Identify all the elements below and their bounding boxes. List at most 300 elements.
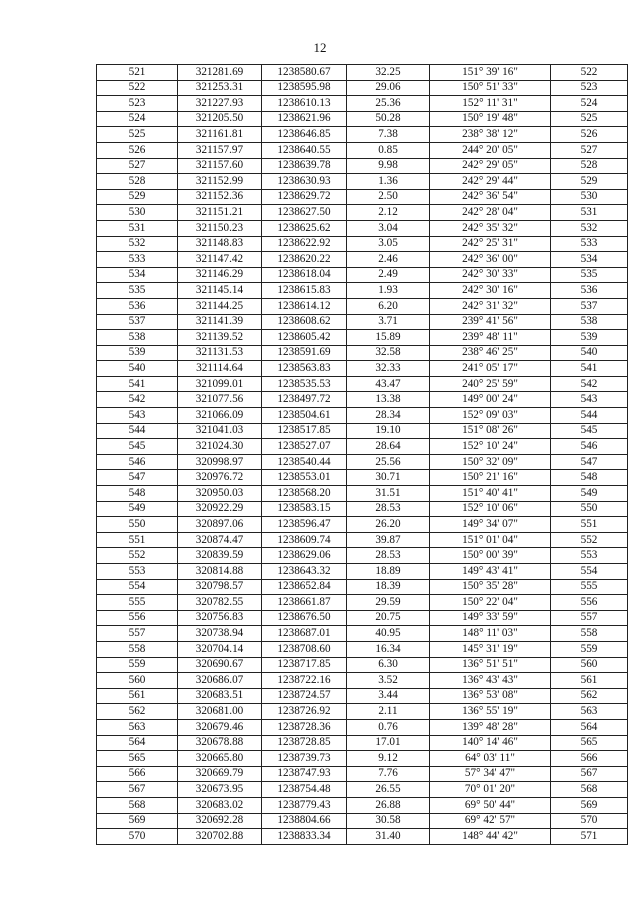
point-number-cell: 562 <box>97 704 178 720</box>
next-point-number-cell: 550 <box>551 501 628 517</box>
next-point-number-cell: 528 <box>551 158 628 174</box>
distance-cell: 28.34 <box>347 408 430 424</box>
x-coordinate-cell: 321147.42 <box>178 252 262 268</box>
y-coordinate-cell: 1238724.57 <box>262 688 347 704</box>
table-row <box>97 392 628 408</box>
bearing-cell: 152° 09' 03" <box>430 408 551 424</box>
distance-cell: 28.53 <box>347 548 430 564</box>
bearing-cell: 241° 05' 17" <box>430 361 551 377</box>
bearing-cell: 242° 25' 31" <box>430 236 551 252</box>
next-point-number-cell: 566 <box>551 751 628 767</box>
y-coordinate-cell: 1238804.66 <box>262 813 347 829</box>
table-row <box>97 626 628 642</box>
bearing-cell: 242° 29' 44" <box>430 174 551 190</box>
bearing-cell: 150° 35' 28" <box>430 579 551 595</box>
bearing-cell: 240° 25' 59" <box>430 376 551 392</box>
distance-cell: 2.46 <box>347 252 430 268</box>
table-row <box>97 517 628 533</box>
bearing-cell: 70° 01' 20" <box>430 782 551 798</box>
distance-cell: 25.56 <box>347 454 430 470</box>
x-coordinate-cell: 321066.09 <box>178 408 262 424</box>
table-row <box>97 532 628 548</box>
bearing-cell: 149° 34' 07" <box>430 517 551 533</box>
table-row <box>97 813 628 829</box>
y-coordinate-cell: 1238726.92 <box>262 704 347 720</box>
bearing-cell: 69° 42' 57" <box>430 813 551 829</box>
point-number-cell: 542 <box>97 392 178 408</box>
next-point-number-cell: 540 <box>551 345 628 361</box>
table-row <box>97 454 628 470</box>
x-coordinate-cell: 320679.46 <box>178 719 262 735</box>
bearing-cell: 69° 50' 44" <box>430 797 551 813</box>
y-coordinate-cell: 1238754.48 <box>262 782 347 798</box>
distance-cell: 2.12 <box>347 205 430 221</box>
x-coordinate-cell: 320874.47 <box>178 532 262 548</box>
table-row <box>97 719 628 735</box>
distance-cell: 0.85 <box>347 142 430 158</box>
bearing-cell: 150° 00' 39" <box>430 548 551 564</box>
table-row <box>97 236 628 252</box>
table-row <box>97 283 628 299</box>
x-coordinate-cell: 321114.64 <box>178 361 262 377</box>
point-number-cell: 535 <box>97 283 178 299</box>
x-coordinate-cell: 321141.39 <box>178 314 262 330</box>
distance-cell: 26.55 <box>347 782 430 798</box>
table-row <box>97 205 628 221</box>
x-coordinate-cell: 321099.01 <box>178 376 262 392</box>
bearing-cell: 149° 00' 24" <box>430 392 551 408</box>
next-point-number-cell: 558 <box>551 626 628 642</box>
distance-cell: 7.38 <box>347 127 430 143</box>
distance-cell: 18.39 <box>347 579 430 595</box>
bearing-cell: 150° 21' 16" <box>430 470 551 486</box>
next-point-number-cell: 527 <box>551 142 628 158</box>
table-row <box>97 501 628 517</box>
y-coordinate-cell: 1238618.04 <box>262 267 347 283</box>
bearing-cell: 238° 46' 25" <box>430 345 551 361</box>
table-row <box>97 376 628 392</box>
table-row <box>97 127 628 143</box>
x-coordinate-cell: 320814.88 <box>178 564 262 580</box>
point-number-cell: 549 <box>97 501 178 517</box>
table-row <box>97 189 628 205</box>
table-row <box>97 361 628 377</box>
point-number-cell: 563 <box>97 719 178 735</box>
y-coordinate-cell: 1238610.13 <box>262 96 347 112</box>
next-point-number-cell: 556 <box>551 595 628 611</box>
y-coordinate-cell: 1238497.72 <box>262 392 347 408</box>
x-coordinate-cell: 320692.28 <box>178 813 262 829</box>
bearing-cell: 149° 43' 41" <box>430 564 551 580</box>
bearing-cell: 242° 29' 05" <box>430 158 551 174</box>
distance-cell: 32.33 <box>347 361 430 377</box>
next-point-number-cell: 542 <box>551 376 628 392</box>
distance-cell: 9.98 <box>347 158 430 174</box>
bearing-cell: 150° 19' 48" <box>430 111 551 127</box>
next-point-number-cell: 560 <box>551 657 628 673</box>
y-coordinate-cell: 1238609.74 <box>262 532 347 548</box>
y-coordinate-cell: 1238676.50 <box>262 610 347 626</box>
y-coordinate-cell: 1238687.01 <box>262 626 347 642</box>
next-point-number-cell: 523 <box>551 80 628 96</box>
bearing-cell: 242° 36' 54" <box>430 189 551 205</box>
point-number-cell: 566 <box>97 766 178 782</box>
y-coordinate-cell: 1238580.67 <box>262 65 347 81</box>
bearing-cell: 242° 36' 00" <box>430 252 551 268</box>
table-row <box>97 267 628 283</box>
point-number-cell: 533 <box>97 252 178 268</box>
distance-cell: 3.44 <box>347 688 430 704</box>
table-row <box>97 111 628 127</box>
next-point-number-cell: 551 <box>551 517 628 533</box>
x-coordinate-cell: 321152.36 <box>178 189 262 205</box>
next-point-number-cell: 568 <box>551 782 628 798</box>
distance-cell: 26.88 <box>347 797 430 813</box>
bearing-cell: 242° 30' 33" <box>430 267 551 283</box>
distance-cell: 1.93 <box>347 283 430 299</box>
table-row <box>97 751 628 767</box>
point-number-cell: 531 <box>97 220 178 236</box>
y-coordinate-cell: 1238553.01 <box>262 470 347 486</box>
distance-cell: 2.11 <box>347 704 430 720</box>
x-coordinate-cell: 320683.02 <box>178 797 262 813</box>
bearing-cell: 145° 31' 19" <box>430 641 551 657</box>
point-number-cell: 539 <box>97 345 178 361</box>
distance-cell: 29.06 <box>347 80 430 96</box>
bearing-cell: 136° 55' 19" <box>430 704 551 720</box>
point-number-cell: 528 <box>97 174 178 190</box>
table-row <box>97 688 628 704</box>
point-number-cell: 552 <box>97 548 178 564</box>
bearing-cell: 57° 34' 47" <box>430 766 551 782</box>
next-point-number-cell: 533 <box>551 236 628 252</box>
x-coordinate-cell: 320782.55 <box>178 595 262 611</box>
x-coordinate-cell: 320798.57 <box>178 579 262 595</box>
bearing-cell: 239° 48' 11" <box>430 330 551 346</box>
next-point-number-cell: 564 <box>551 719 628 735</box>
next-point-number-cell: 539 <box>551 330 628 346</box>
y-coordinate-cell: 1238652.84 <box>262 579 347 595</box>
distance-cell: 30.71 <box>347 470 430 486</box>
x-coordinate-cell: 321150.23 <box>178 220 262 236</box>
bearing-cell: 150° 22' 04" <box>430 595 551 611</box>
point-number-cell: 546 <box>97 454 178 470</box>
point-number-cell: 544 <box>97 423 178 439</box>
y-coordinate-cell: 1238640.55 <box>262 142 347 158</box>
next-point-number-cell: 570 <box>551 813 628 829</box>
y-coordinate-cell: 1238614.12 <box>262 298 347 314</box>
point-number-cell: 538 <box>97 330 178 346</box>
x-coordinate-cell: 321145.14 <box>178 283 262 299</box>
distance-cell: 29.59 <box>347 595 430 611</box>
table-row <box>97 158 628 174</box>
distance-cell: 17.01 <box>347 735 430 751</box>
y-coordinate-cell: 1238620.22 <box>262 252 347 268</box>
distance-cell: 30.58 <box>347 813 430 829</box>
point-number-cell: 560 <box>97 673 178 689</box>
next-point-number-cell: 547 <box>551 454 628 470</box>
x-coordinate-cell: 321152.99 <box>178 174 262 190</box>
next-point-number-cell: 555 <box>551 579 628 595</box>
bearing-cell: 239° 41' 56" <box>430 314 551 330</box>
distance-cell: 13.38 <box>347 392 430 408</box>
y-coordinate-cell: 1238728.85 <box>262 735 347 751</box>
bearing-cell: 242° 31' 32" <box>430 298 551 314</box>
table-row <box>97 142 628 158</box>
bearing-cell: 150° 51' 33" <box>430 80 551 96</box>
y-coordinate-cell: 1238629.72 <box>262 189 347 205</box>
y-coordinate-cell: 1238605.42 <box>262 330 347 346</box>
next-point-number-cell: 546 <box>551 439 628 455</box>
distance-cell: 32.25 <box>347 65 430 81</box>
point-number-cell: 561 <box>97 688 178 704</box>
bearing-cell: 150° 32' 09" <box>430 454 551 470</box>
distance-cell: 1.36 <box>347 174 430 190</box>
bearing-cell: 140° 14' 46" <box>430 735 551 751</box>
x-coordinate-cell: 320950.03 <box>178 486 262 502</box>
y-coordinate-cell: 1238622.92 <box>262 236 347 252</box>
point-number-cell: 559 <box>97 657 178 673</box>
next-point-number-cell: 531 <box>551 205 628 221</box>
x-coordinate-cell: 320756.83 <box>178 610 262 626</box>
point-number-cell: 565 <box>97 751 178 767</box>
bearing-cell: 148° 11' 03" <box>430 626 551 642</box>
table-row <box>97 564 628 580</box>
table-row <box>97 657 628 673</box>
next-point-number-cell: 559 <box>551 641 628 657</box>
y-coordinate-cell: 1238639.78 <box>262 158 347 174</box>
x-coordinate-cell: 320673.95 <box>178 782 262 798</box>
y-coordinate-cell: 1238535.53 <box>262 376 347 392</box>
table-row <box>97 735 628 751</box>
distance-cell: 28.64 <box>347 439 430 455</box>
bearing-cell: 151° 39' 16" <box>430 65 551 81</box>
point-number-cell: 551 <box>97 532 178 548</box>
distance-cell: 15.89 <box>347 330 430 346</box>
table-row <box>97 548 628 564</box>
point-number-cell: 541 <box>97 376 178 392</box>
distance-cell: 16.34 <box>347 641 430 657</box>
y-coordinate-cell: 1238615.83 <box>262 283 347 299</box>
y-coordinate-cell: 1238728.36 <box>262 719 347 735</box>
x-coordinate-cell: 321151.21 <box>178 205 262 221</box>
distance-cell: 7.76 <box>347 766 430 782</box>
next-point-number-cell: 571 <box>551 829 628 845</box>
x-coordinate-cell: 321146.29 <box>178 267 262 283</box>
x-coordinate-cell: 320690.67 <box>178 657 262 673</box>
x-coordinate-cell: 320665.80 <box>178 751 262 767</box>
distance-cell: 39.87 <box>347 532 430 548</box>
bearing-cell: 244° 20' 05" <box>430 142 551 158</box>
y-coordinate-cell: 1238627.50 <box>262 205 347 221</box>
y-coordinate-cell: 1238583.15 <box>262 501 347 517</box>
y-coordinate-cell: 1238517.85 <box>262 423 347 439</box>
point-number-cell: 569 <box>97 813 178 829</box>
table-row <box>97 797 628 813</box>
distance-cell: 28.53 <box>347 501 430 517</box>
table-row <box>97 782 628 798</box>
bearing-cell: 152° 10' 24" <box>430 439 551 455</box>
table-row <box>97 579 628 595</box>
x-coordinate-cell: 320681.00 <box>178 704 262 720</box>
next-point-number-cell: 530 <box>551 189 628 205</box>
x-coordinate-cell: 320976.72 <box>178 470 262 486</box>
point-number-cell: 527 <box>97 158 178 174</box>
x-coordinate-cell: 321077.56 <box>178 392 262 408</box>
y-coordinate-cell: 1238739.73 <box>262 751 347 767</box>
next-point-number-cell: 522 <box>551 65 628 81</box>
point-number-cell: 548 <box>97 486 178 502</box>
x-coordinate-cell: 320704.14 <box>178 641 262 657</box>
distance-cell: 3.04 <box>347 220 430 236</box>
table-row <box>97 439 628 455</box>
next-point-number-cell: 557 <box>551 610 628 626</box>
next-point-number-cell: 534 <box>551 252 628 268</box>
next-point-number-cell: 565 <box>551 735 628 751</box>
distance-cell: 50.28 <box>347 111 430 127</box>
y-coordinate-cell: 1238630.93 <box>262 174 347 190</box>
next-point-number-cell: 541 <box>551 361 628 377</box>
table-row <box>97 766 628 782</box>
table-row <box>97 595 628 611</box>
bearing-cell: 136° 43' 43" <box>430 673 551 689</box>
distance-cell: 0.76 <box>347 719 430 735</box>
distance-cell: 3.52 <box>347 673 430 689</box>
y-coordinate-cell: 1238717.85 <box>262 657 347 673</box>
bearing-cell: 151° 08' 26" <box>430 423 551 439</box>
distance-cell: 2.50 <box>347 189 430 205</box>
y-coordinate-cell: 1238527.07 <box>262 439 347 455</box>
point-number-cell: 550 <box>97 517 178 533</box>
point-number-cell: 545 <box>97 439 178 455</box>
point-number-cell: 522 <box>97 80 178 96</box>
point-number-cell: 537 <box>97 314 178 330</box>
point-number-cell: 554 <box>97 579 178 595</box>
table-row <box>97 96 628 112</box>
distance-cell: 43.47 <box>347 376 430 392</box>
point-number-cell: 532 <box>97 236 178 252</box>
point-number-cell: 543 <box>97 408 178 424</box>
next-point-number-cell: 526 <box>551 127 628 143</box>
next-point-number-cell: 549 <box>551 486 628 502</box>
table-row <box>97 330 628 346</box>
next-point-number-cell: 545 <box>551 423 628 439</box>
x-coordinate-cell: 320669.79 <box>178 766 262 782</box>
x-coordinate-cell: 320686.07 <box>178 673 262 689</box>
y-coordinate-cell: 1238833.34 <box>262 829 347 845</box>
point-number-cell: 570 <box>97 829 178 845</box>
next-point-number-cell: 525 <box>551 111 628 127</box>
next-point-number-cell: 529 <box>551 174 628 190</box>
y-coordinate-cell: 1238629.06 <box>262 548 347 564</box>
point-number-cell: 558 <box>97 641 178 657</box>
distance-cell: 18.89 <box>347 564 430 580</box>
table-row <box>97 80 628 96</box>
x-coordinate-cell: 320922.29 <box>178 501 262 517</box>
next-point-number-cell: 524 <box>551 96 628 112</box>
x-coordinate-cell: 321041.03 <box>178 423 262 439</box>
point-number-cell: 521 <box>97 65 178 81</box>
y-coordinate-cell: 1238722.16 <box>262 673 347 689</box>
table-row <box>97 298 628 314</box>
x-coordinate-cell: 321205.50 <box>178 111 262 127</box>
table-row <box>97 174 628 190</box>
bearing-cell: 139° 48' 28" <box>430 719 551 735</box>
y-coordinate-cell: 1238747.93 <box>262 766 347 782</box>
y-coordinate-cell: 1238643.32 <box>262 564 347 580</box>
distance-cell: 6.20 <box>347 298 430 314</box>
table-row <box>97 704 628 720</box>
next-point-number-cell: 552 <box>551 532 628 548</box>
table-row <box>97 470 628 486</box>
table-row <box>97 641 628 657</box>
next-point-number-cell: 536 <box>551 283 628 299</box>
y-coordinate-cell: 1238540.44 <box>262 454 347 470</box>
y-coordinate-cell: 1238504.61 <box>262 408 347 424</box>
x-coordinate-cell: 321157.97 <box>178 142 262 158</box>
next-point-number-cell: 535 <box>551 267 628 283</box>
distance-cell: 2.49 <box>347 267 430 283</box>
point-number-cell: 526 <box>97 142 178 158</box>
table-row <box>97 252 628 268</box>
next-point-number-cell: 548 <box>551 470 628 486</box>
distance-cell: 19.10 <box>347 423 430 439</box>
table-row <box>97 314 628 330</box>
table-row <box>97 408 628 424</box>
next-point-number-cell: 538 <box>551 314 628 330</box>
table-row <box>97 423 628 439</box>
x-coordinate-cell: 320998.97 <box>178 454 262 470</box>
bearing-cell: 151° 40' 41" <box>430 486 551 502</box>
distance-cell: 31.40 <box>347 829 430 845</box>
bearing-cell: 151° 01' 04" <box>430 532 551 548</box>
bearing-cell: 242° 35' 32" <box>430 220 551 236</box>
next-point-number-cell: 544 <box>551 408 628 424</box>
x-coordinate-cell: 320678.88 <box>178 735 262 751</box>
next-point-number-cell: 562 <box>551 688 628 704</box>
point-number-cell: 534 <box>97 267 178 283</box>
next-point-number-cell: 569 <box>551 797 628 813</box>
next-point-number-cell: 563 <box>551 704 628 720</box>
y-coordinate-cell: 1238779.43 <box>262 797 347 813</box>
x-coordinate-cell: 321024.30 <box>178 439 262 455</box>
distance-cell: 3.05 <box>347 236 430 252</box>
point-number-cell: 568 <box>97 797 178 813</box>
y-coordinate-cell: 1238595.98 <box>262 80 347 96</box>
point-number-cell: 556 <box>97 610 178 626</box>
y-coordinate-cell: 1238621.96 <box>262 111 347 127</box>
bearing-cell: 149° 33' 59" <box>430 610 551 626</box>
point-number-cell: 547 <box>97 470 178 486</box>
point-number-cell: 553 <box>97 564 178 580</box>
y-coordinate-cell: 1238563.83 <box>262 361 347 377</box>
x-coordinate-cell: 321253.31 <box>178 80 262 96</box>
bearing-cell: 64° 03' 11" <box>430 751 551 767</box>
table-row <box>97 345 628 361</box>
x-coordinate-cell: 321139.52 <box>178 330 262 346</box>
distance-cell: 31.51 <box>347 486 430 502</box>
distance-cell: 26.20 <box>347 517 430 533</box>
x-coordinate-cell: 321148.83 <box>178 236 262 252</box>
x-coordinate-cell: 321161.81 <box>178 127 262 143</box>
bearing-cell: 148° 44' 42" <box>430 829 551 845</box>
distance-cell: 20.75 <box>347 610 430 626</box>
table-row <box>97 610 628 626</box>
distance-cell: 40.95 <box>347 626 430 642</box>
y-coordinate-cell: 1238568.20 <box>262 486 347 502</box>
x-coordinate-cell: 320738.94 <box>178 626 262 642</box>
x-coordinate-cell: 321227.93 <box>178 96 262 112</box>
